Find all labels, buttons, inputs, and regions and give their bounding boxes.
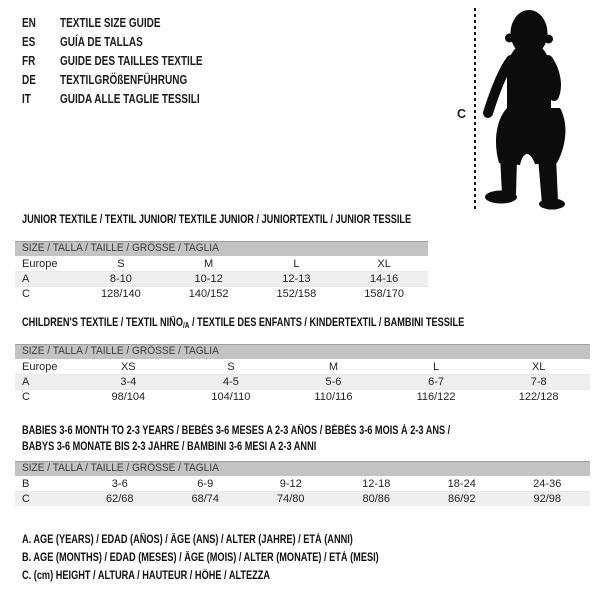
months-cell: 6-9 xyxy=(197,477,214,490)
language-code: IT xyxy=(22,91,31,106)
baby-figure xyxy=(450,8,598,214)
table-row-age xyxy=(15,271,428,286)
children-size-table xyxy=(15,344,590,404)
age-cell: 12-13 xyxy=(282,273,311,285)
title-line-1: BABIES 3-6 MONTH TO 2-3 YEARS / BEBÉS 3-6 MESES A 2-3 AÑOS / BÉBÉS 3-6 MOIS À 2-3 ANS / xyxy=(22,425,451,437)
size-cell: XL xyxy=(531,360,546,373)
size-header-label: SIZE / TALLA / TAILLE / GRÖSSE / TAGLIA xyxy=(22,462,219,474)
table-row-height xyxy=(15,491,590,506)
size-cell: L xyxy=(433,360,440,373)
babies-section-title xyxy=(22,423,557,455)
age-cell: 14-16 xyxy=(370,273,399,285)
table-row-height xyxy=(15,286,428,301)
height-cell: 80/86 xyxy=(362,493,391,505)
language-code: FR xyxy=(22,53,36,68)
language-code: ES xyxy=(22,34,36,49)
size-header-bar xyxy=(15,461,590,476)
legend-age-years: A. AGE (YEARS) / EDAD (AÑOS) / ÂGE (ANS) / ALTER (JAHRE) / ETÀ (ANNI) xyxy=(22,534,353,546)
guide-title-es: GUÍA DE TALLAS xyxy=(60,34,143,49)
months-cell: 12-18 xyxy=(362,477,391,490)
size-cell: M xyxy=(328,360,339,373)
height-cell: 104/110 xyxy=(211,391,251,403)
size-cell: M xyxy=(204,257,214,270)
language-row-es xyxy=(22,32,238,51)
months-cell: 3-6 xyxy=(111,477,128,490)
size-header-bar xyxy=(15,241,428,256)
babies-size-table xyxy=(15,461,590,506)
language-row-fr xyxy=(22,51,238,70)
height-cell: 74/80 xyxy=(276,493,305,505)
junior-size-table xyxy=(15,241,428,301)
size-cell: S xyxy=(227,360,235,373)
height-measure-dashed-line xyxy=(474,8,476,210)
row-label: A xyxy=(22,273,30,285)
guide-title-it: GUIDA ALLE TAGLIE TESSILI xyxy=(60,91,200,106)
language-row-de xyxy=(22,70,238,89)
age-cell: 3-4 xyxy=(120,376,137,388)
table-row-height xyxy=(15,389,590,404)
legend-height-cm: C. (cm) HEIGHT / ALTURA / HAUTEUR / HÖHE / ALTEZZA xyxy=(22,570,271,582)
height-cell: 140/152 xyxy=(188,288,229,300)
guide-title-de: TEXTILGRÖßENFÜHRUNG xyxy=(60,72,188,87)
age-cell: 5-6 xyxy=(325,376,342,388)
measurement-legend xyxy=(22,531,468,585)
title-text: / TEXTILE DES ENFANTS / KINDERTEXTIL / BAMBINI TESSILE xyxy=(189,317,465,329)
size-header-label: SIZE / TALLA / TAILLE / GRÖSSE / TAGLIA xyxy=(22,345,219,357)
guide-title-en: TEXTILE SIZE GUIDE xyxy=(60,15,161,30)
height-cell: 116/122 xyxy=(416,391,456,403)
title-text: CHILDREN'S TEXTILE / TEXTIL NIÑO xyxy=(22,317,183,329)
height-cell: 152/158 xyxy=(276,288,317,300)
size-cell: XL xyxy=(377,257,391,270)
months-cell: 18-24 xyxy=(447,477,476,490)
title-subscript: /A xyxy=(182,321,190,330)
row-label: C xyxy=(22,391,30,403)
toddler-silhouette-icon xyxy=(482,8,570,210)
guide-title-fr: GUIDE DES TAILLES TEXTILE xyxy=(60,53,203,68)
row-label: C xyxy=(22,493,30,505)
size-header-bar xyxy=(15,344,590,359)
age-cell: 10-12 xyxy=(194,273,223,285)
row-label: A xyxy=(22,376,30,388)
table-row-age xyxy=(15,374,590,389)
junior-section-title: JUNIOR TEXTILE / TEXTIL JUNIOR/ TEXTILE JUNIOR / JUNIORTEXTIL / JUNIOR TESSILE xyxy=(22,214,412,226)
language-code: DE xyxy=(22,72,36,87)
height-cell: 68/74 xyxy=(191,493,220,505)
age-cell: 7-8 xyxy=(530,376,547,388)
height-cell: 158/170 xyxy=(364,288,404,300)
height-cell: 92/98 xyxy=(533,493,562,505)
size-cell: L xyxy=(293,257,300,270)
months-cell: 9-12 xyxy=(279,477,302,490)
height-cell: 122/128 xyxy=(518,391,559,403)
legend-age-months: B. AGE (MONTHS) / EDAD (MESES) / ÂGE (MOIS) / ALTER (MONATE) / ETÀ (MESI) xyxy=(22,552,379,564)
row-label: C xyxy=(22,288,30,300)
language-row-en xyxy=(22,13,238,32)
language-list xyxy=(22,13,238,108)
table-row-europe xyxy=(15,256,428,271)
size-cell: XS xyxy=(120,360,136,373)
age-cell: 8-10 xyxy=(109,273,132,285)
row-label: B xyxy=(22,477,30,490)
months-cell: 24-36 xyxy=(533,477,562,490)
height-cell: 98/104 xyxy=(111,391,146,403)
table-row-europe xyxy=(15,359,590,374)
height-cell: 128/140 xyxy=(100,288,141,300)
size-header-label: SIZE / TALLA / TAILLE / GRÖSSE / TAGLIA xyxy=(22,242,219,254)
children-section-title xyxy=(22,315,575,334)
row-label: Europe xyxy=(22,360,58,373)
language-row-it xyxy=(22,89,238,108)
size-cell: S xyxy=(117,257,125,270)
age-cell: 4-5 xyxy=(222,376,239,388)
height-cell: 110/116 xyxy=(314,391,353,403)
row-label: Europe xyxy=(22,257,58,270)
table-row-months xyxy=(15,476,590,491)
age-cell: 6-7 xyxy=(428,376,445,388)
height-measure-label: C xyxy=(457,107,467,121)
height-cell: 62/68 xyxy=(105,493,134,505)
height-cell: 86/92 xyxy=(447,493,476,505)
language-code: EN xyxy=(22,15,36,30)
title-line-2: BABYS 3-6 MONATE BIS 2-3 JAHRE / BAMBINI 3-6 MESI A 2-3 ANNI xyxy=(22,441,317,453)
